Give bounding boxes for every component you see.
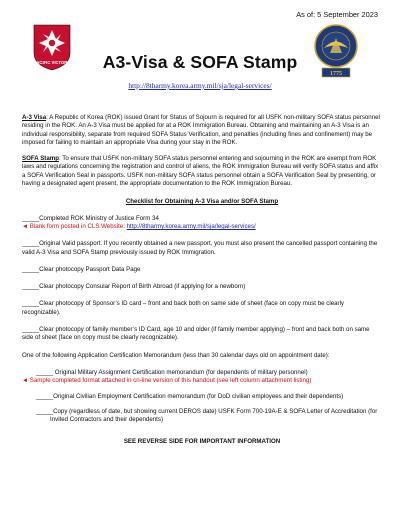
checklist-item-passport: _____Original Valid passport. If you recently obtained a new passport, you must also present the cancelled passport containing the valid A-3 Visa and SOFA Stamp previously issued by ROK Immigration. <box>22 240 378 256</box>
checklist-item-military-memo: _____ Original Military Assignment Certification memorandum (for dependents of military personnel) <box>36 368 308 376</box>
checklist-item-sponsor-id: _____Clear photocopy of Sponsor’s ID card – front and back both on same side of sheet (face on copy must be clearly recognizable). <box>22 300 345 316</box>
reverse-side-notice: SEE REVERSE SIDE FOR IMPORTANT INFORMATION <box>123 438 281 446</box>
legal-services-link[interactable]: http://8tharmy.korea.army.mil/sja/legal-services/ <box>128 81 272 90</box>
checklist-item-form34: _____Completed ROK Ministry of Justice Form 34 <box>22 214 159 222</box>
logo-left-caption: PACIFIC VICTORS <box>33 60 71 65</box>
sofa-paragraph <box>22 155 382 188</box>
form34-note <box>22 223 382 231</box>
a3-heading: A-3 Visa <box>22 114 47 121</box>
sofa-text: : To ensure that USFK non-military SOFA status personnel entering and sojourning in the ROK are exempt from ROK laws and regulations concerning the registration and control of aliens, the ROK Immigration Bureau will verify SOFA status and affix a SOFA Verification Seal in passports. USFK non-military SOFA status personnel obtain a SOFA Verification Seal by presenting, or having a designated agent present, the appropriate documentation to the ROK Immigration Bureau. <box>22 155 379 188</box>
form34-note-link[interactable]: http://8tharmy.korea.army.mil/sja/legal-services/ <box>126 222 256 230</box>
military-memo-note: ◄ Sample completed format attached in cn-line version of this handout (see left column attachment listing) <box>22 377 312 385</box>
a3-paragraph <box>22 114 382 147</box>
sofa-heading: SOFA Stamp <box>22 155 59 163</box>
checklist-item-birth-report: _____Clear photocopy Consular Report of Birth Abroad (if applying for a newborn) <box>22 283 246 291</box>
checklist-item-memo-intro: One of the following Application Certification Memorandum (less than 30 calendar days old on appointment date): <box>22 351 330 359</box>
checklist-item-family-id: _____Clear photocopy of family member’s ID Card, age 10 and older (if family member applying) – front and back both on same side of sheet (face on copy must be clearly recognizable). <box>22 326 370 342</box>
page-title: A3-Visa & SOFA Stamp <box>102 52 298 72</box>
checklist-item-civilian-memo: _____Original Civilian Employment Certification memorandum (for DoD civilian employees and their dependents) <box>36 392 344 400</box>
checklist-item-contractor-form: _____Copy (regardless of date, but showing current DEROS date) USFK Form 700-19A-E & SOFA Letter of Accreditation (for Invited Contractors and their dependents) <box>36 407 378 424</box>
checklist-heading: Checklist for Obtaining A-3 Visa and/or SOFA Stamp <box>125 198 279 206</box>
logo-right-caption: 1775 <box>330 71 342 77</box>
checklist-item-passport-copy: _____Clear photocopy Passport Data Page <box>22 265 141 273</box>
form34-note-prefix: ◄ Blank form posted in CLS Website: <box>22 222 127 230</box>
document-body <box>22 114 382 447</box>
a3-text: : A Republic of Korea (ROK) issued Grant for Status of Sojourn is required for all USFK non-military SOFA status personnel residing in the ROK. An A-3 Visa must be applied for at a ROK Immigration Bureau. Obtaining and maintaining an A-3 Visa is an individual responsibility, separate from required SOFA Status Verification, and penalties (including fines and confinement) may be imposed for failing to maintain an appropriate Visa during your stay in the ROK. <box>22 114 380 146</box>
as-of-date: As of: 5 September 2023 <box>296 10 378 19</box>
